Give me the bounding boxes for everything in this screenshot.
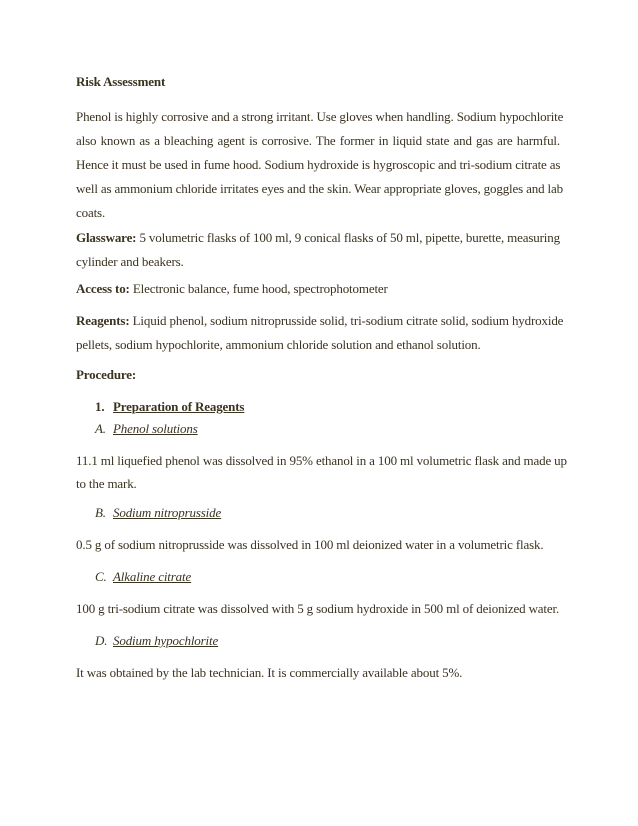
glassware-line-1 xyxy=(76,230,560,246)
subitem-c xyxy=(95,569,191,585)
access-text: Electronic balance, fume hood, spectrophotometer xyxy=(132,281,388,296)
risk-line-4: well as ammonium chloride irritates eyes and the skin. Wear appropriate gloves, goggles and lab xyxy=(76,181,563,196)
subitem-b-letter: B. xyxy=(95,505,106,520)
reagents-line-1 xyxy=(76,313,564,329)
reagents-label: Reagents: xyxy=(76,313,130,328)
subitem-c-title: Alkaline citrate xyxy=(113,569,192,584)
risk-heading: Risk Assessment xyxy=(76,74,166,89)
subitem-b-line-1: 0.5 g of sodium nitroprusside was dissolved in 100 ml deionized water in a volumetric flask. xyxy=(76,537,544,552)
subitem-a-letter: A. xyxy=(95,421,106,436)
procedure-item-1 xyxy=(95,399,244,415)
subitem-d-title: Sodium hypochlorite xyxy=(113,633,219,648)
reagents-line-2: pellets, sodium hypochlorite, ammonium chloride solution and ethanol solution. xyxy=(76,337,481,352)
subitem-b xyxy=(95,505,221,521)
procedure-heading: Procedure: xyxy=(76,367,137,382)
risk-line-1: Phenol is highly corrosive and a strong irritant. Use gloves when handling. Sodium hypochlorite xyxy=(76,109,564,124)
subitem-a xyxy=(95,421,198,437)
subitem-d xyxy=(95,633,218,649)
access-label: Access to: xyxy=(76,281,130,296)
access-line xyxy=(76,281,388,297)
subitem-a-line-2: to the mark. xyxy=(76,476,137,491)
procedure-item-1-title: Preparation of Reagents xyxy=(113,399,245,414)
subitem-b-title: Sodium nitroprusside xyxy=(113,505,222,520)
subitem-c-letter: C. xyxy=(95,569,107,584)
risk-line-5: coats. xyxy=(76,205,106,220)
risk-line-3: Hence it must be used in fume hood. Sodium hydroxide is hygroscopic and tri-sodium citrate as xyxy=(76,157,561,172)
subitem-c-line-1: 100 g tri-sodium citrate was dissolved with 5 g sodium hydroxide in 500 ml of deionized water. xyxy=(76,601,560,616)
procedure-item-1-number: 1. xyxy=(95,399,105,414)
reagents-text-1: Liquid phenol, sodium nitroprusside solid, tri-sodium citrate solid, sodium hydroxide xyxy=(132,313,564,328)
risk-line-2: also known as a bleaching agent is corrosive. The former in liquid state and gas are harmful. xyxy=(76,133,560,148)
glassware-line-2: cylinder and beakers. xyxy=(76,254,184,269)
glassware-label: Glassware: xyxy=(76,230,137,245)
subitem-d-letter: D. xyxy=(95,633,108,648)
subitem-a-line-1: 11.1 ml liquefied phenol was dissolved in 95% ethanol in a 100 ml volumetric flask and made up xyxy=(76,453,567,468)
subitem-d-line-1: It was obtained by the lab technician. It is commercially available about 5%. xyxy=(76,665,463,680)
subitem-a-title: Phenol solutions xyxy=(113,421,198,436)
glassware-text-1: 5 volumetric flasks of 100 ml, 9 conical flasks of 50 ml, pipette, burette, measuring xyxy=(139,230,560,245)
